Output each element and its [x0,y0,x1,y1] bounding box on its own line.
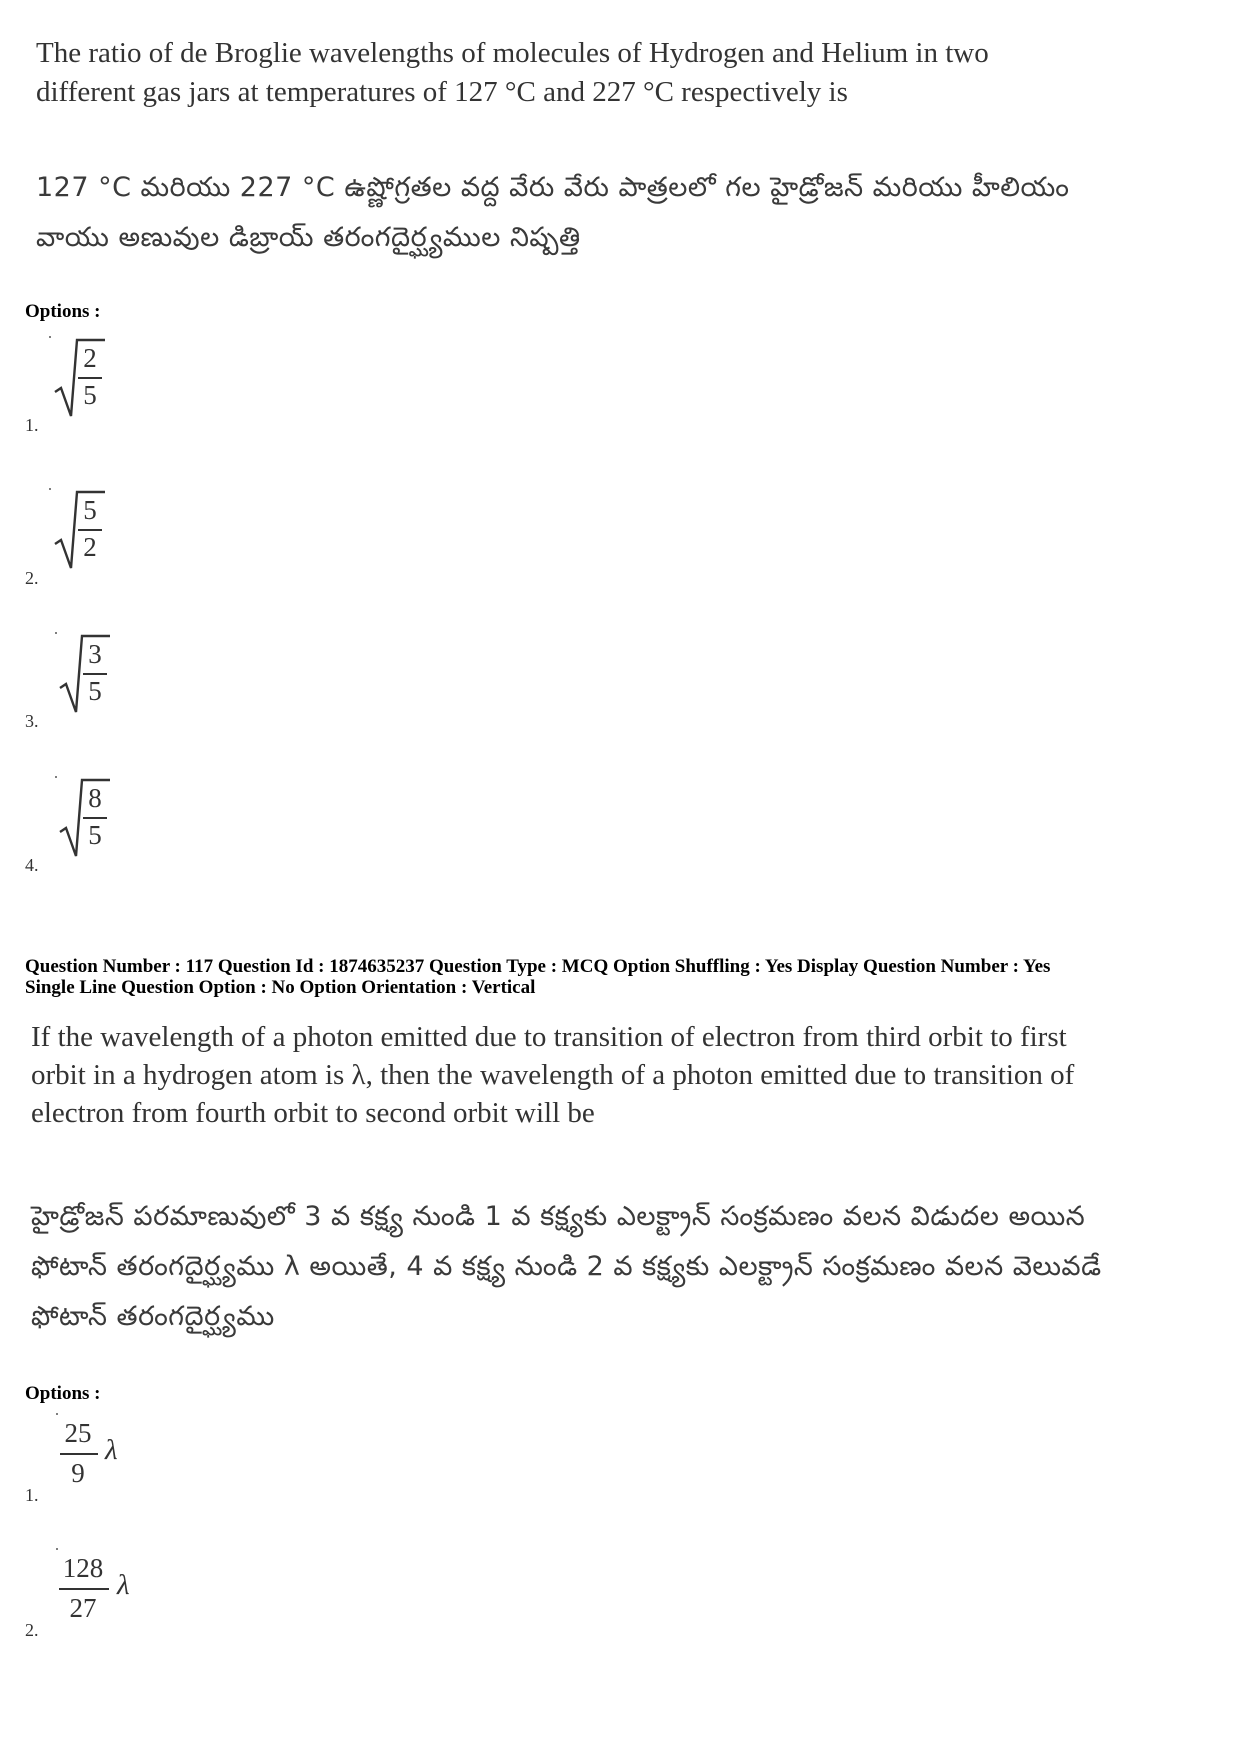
q116-telugu-text [36,163,1069,263]
numerator: 2 [83,343,97,373]
option-marker-dot [56,1413,58,1415]
q117-english-text [31,1018,1074,1132]
denominator: 2 [83,532,97,562]
fraction [56,1553,156,1629]
q117-meta-line: Question Number : 117 Question Id : 1874635237 Question Type : MCQ Option Shuffling : Yes Display Question Number : Yes [25,956,1051,977]
option-marker-dot [55,632,57,634]
numerator: 3 [88,639,102,669]
option-marker-dot [55,776,57,778]
option-number: 2. [25,1620,39,1640]
option-number: 1. [25,1485,39,1505]
fraction-bar [78,377,102,379]
numerator: 5 [83,495,97,525]
q116-telugu-line: వాయు అణువుల డిబ్రాయ్ తరంగదైర్ఘ్యముల నిష్పత్తి [36,222,581,253]
denominator: 5 [88,820,102,850]
q116-options-label: Options : [25,301,101,322]
fraction-bar [78,529,102,531]
option-number: 1. [25,415,39,435]
option-marker-dot [49,488,51,490]
numerator: 128 [62,1553,104,1583]
denominator: 9 [71,1458,85,1488]
q116-english-text [36,34,989,112]
sqrt-fraction [58,778,118,860]
option-number: 4. [25,855,39,875]
sqrt-fraction [58,634,118,716]
fraction-bar [83,673,107,675]
fraction-bar [60,1453,98,1455]
q117-telugu-line: హైడ్రోజన్ పరమాణువులో 3 వ కక్ష్య నుండి 1 వ కక్ష్యకు ఎలక్ట్రాన్ సంక్రమణం వలన విడుదల అయిన [31,1201,1086,1232]
q117-english-line: electron from fourth orbit to second orbit will be [31,1097,595,1129]
option-number: 2. [25,568,39,588]
q116-english-line: The ratio of de Broglie wavelengths of molecules of Hydrogen and Helium in two [36,37,989,69]
denominator: 27 [69,1593,97,1623]
q117-metadata [25,956,1050,998]
option-number: 3. [25,711,39,731]
fraction-bar [83,817,107,819]
option-marker-dot [49,336,51,338]
q117-telugu-line: ఫోటాన్ తరంగదైర్ఘ్యము [31,1301,275,1332]
q117-english-line: If the wavelength of a photon emitted due to transition of electron from third orbit to first [31,1021,1067,1053]
fraction-bar [59,1588,109,1590]
denominator: 5 [83,380,97,410]
option-marker-dot [56,1548,58,1550]
numerator: 8 [88,783,102,813]
denominator: 5 [88,676,102,706]
sqrt-fraction [53,490,113,572]
q117-options-label: Options : [25,1383,101,1404]
q116-english-line: different gas jars at temperatures of 127 °C and 227 °C respectively is [36,76,848,108]
q116-telugu-line: 127 °C మరియు 227 °C ఉష్ణోగ్రతల వద్ద వేరు వేరు పాత్రలలో గల హైడ్రోజన్ మరియు హీలియం [36,172,1070,203]
lambda-symbol: λ [117,1569,130,1601]
sqrt-fraction [53,338,113,420]
lambda-symbol: λ [105,1434,118,1466]
q117-meta-line: Single Line Question Option : No Option Orientation : Vertical [25,977,536,998]
fraction [56,1418,136,1494]
numerator: 25 [64,1418,92,1448]
q117-english-line: orbit in a hydrogen atom is λ, then the wavelength of a photon emitted due to transition of [31,1059,1075,1091]
q117-telugu-text [31,1192,1102,1342]
q117-telugu-line: ఫోటాన్ తరంగదైర్ఘ్యము λ అయితే, 4 వ కక్ష్య నుండి 2 వ కక్ష్యకు ఎలక్ట్రాన్ సంక్రమణం వలన వెలువడే [31,1251,1102,1282]
